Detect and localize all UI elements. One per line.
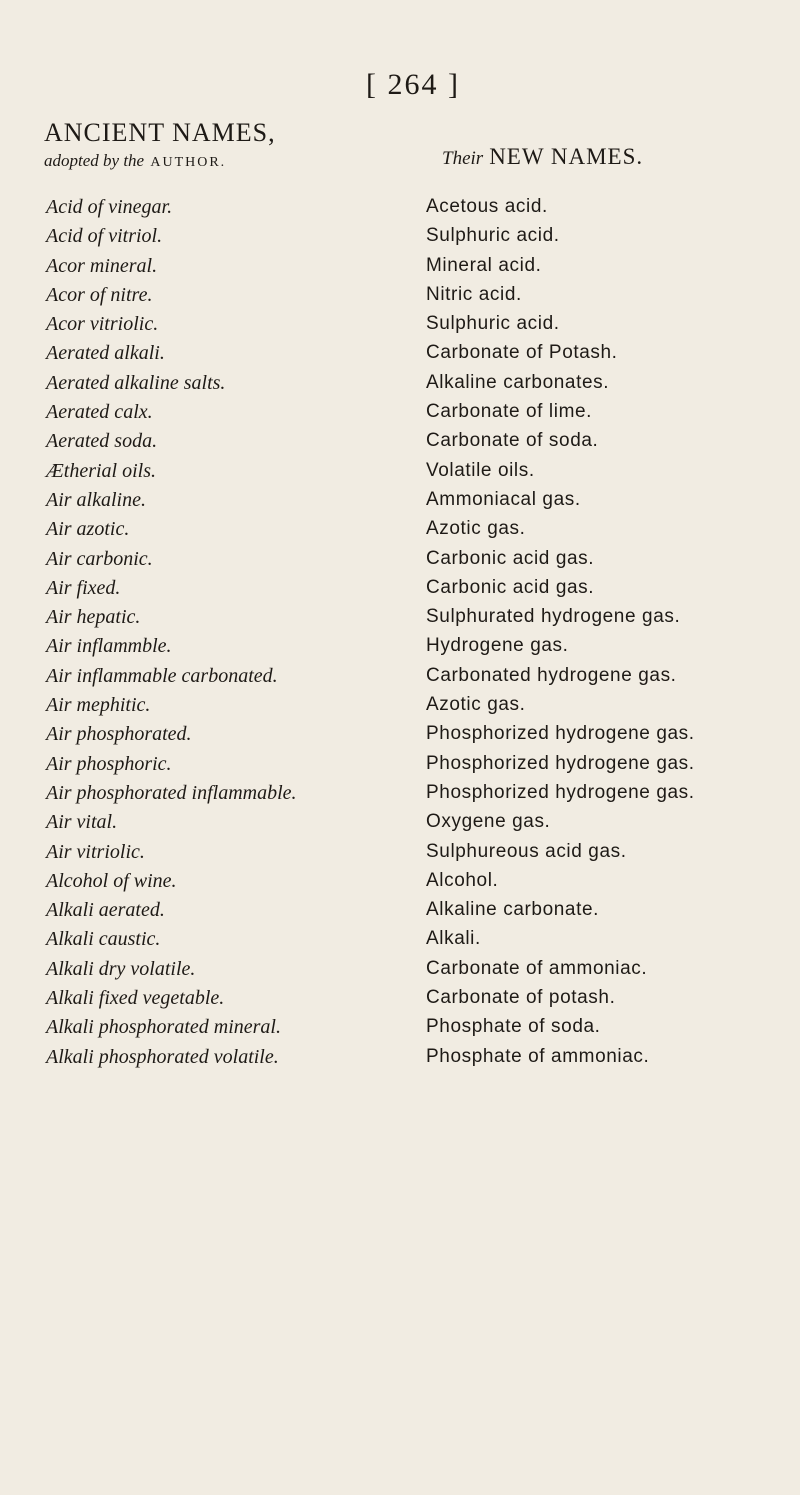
- ancient-name: Air vitriolic.: [46, 840, 145, 863]
- ancient-names-title: ANCIENT NAMES,: [44, 118, 276, 147]
- ancient-name: Alkali aerated.: [46, 899, 165, 922]
- new-name: Alkaline carbonate.: [426, 899, 600, 921]
- new-name: Alcohol.: [426, 869, 499, 891]
- new-name: Sulphuric acid.: [426, 225, 560, 247]
- ancient-name: Air alkaline.: [46, 488, 146, 511]
- ancient-name: Aerated alkali.: [46, 342, 165, 365]
- ancient-name: Aerated soda.: [46, 430, 158, 453]
- ancient-name: Alkali caustic.: [46, 928, 161, 951]
- table-row: [0, 1040, 800, 1069]
- new-name: Sulphurated hydrogene gas.: [426, 606, 681, 628]
- new-name: Carbonic acid gas.: [426, 547, 595, 569]
- ancient-name: Aerated alkaline salts.: [46, 371, 226, 394]
- table-row: [0, 629, 800, 658]
- ancient-name: Acid of vitriol.: [46, 225, 163, 248]
- table-row: [0, 747, 800, 776]
- ancient-name: Acor of nitre.: [46, 283, 153, 306]
- new-names-header: [442, 144, 643, 170]
- new-names-title: NEW NAMES.: [489, 144, 644, 169]
- new-name: Carbonate of soda.: [426, 430, 599, 452]
- table-row: [0, 981, 800, 1010]
- table-row: [0, 454, 800, 483]
- page-number: [ 264 ]: [366, 68, 460, 101]
- new-names-prefix: Their: [442, 148, 484, 169]
- ancient-name: Alkali fixed vegetable.: [46, 987, 225, 1010]
- table-row: [0, 600, 800, 629]
- ancient-names-header: [44, 118, 276, 171]
- ancient-name: Acid of vinegar.: [46, 196, 173, 218]
- table-row: [0, 512, 800, 541]
- ancient-name: Air hepatic.: [46, 606, 141, 629]
- new-name: Sulphureous acid gas.: [426, 840, 627, 862]
- ancient-names-subtitle: [44, 151, 276, 171]
- ancient-name: Air mephitic.: [46, 694, 151, 717]
- new-name: Hydrogene gas.: [426, 635, 569, 657]
- ancient-name: Air inflammable carbonated.: [46, 664, 278, 687]
- ancient-name: Air azotic.: [46, 518, 130, 541]
- ancient-name: Alkali phosphorated mineral.: [46, 1016, 281, 1039]
- new-name: Phosphate of ammoniac.: [426, 1045, 650, 1067]
- new-name: Acetous acid.: [426, 196, 548, 217]
- table-row: [0, 542, 800, 571]
- new-name: Sulphuric acid.: [426, 313, 560, 335]
- new-name: Nitric acid.: [426, 283, 522, 305]
- table-row: [0, 1010, 800, 1039]
- table-row: [0, 219, 800, 248]
- new-name: Ammoniacal gas.: [426, 488, 581, 510]
- table-row: [0, 483, 800, 512]
- new-name: Phosphorized hydrogene gas.: [426, 723, 695, 745]
- ancient-name: Alcohol of wine.: [46, 869, 177, 892]
- table-row: [0, 571, 800, 600]
- subtitle-author: AUTHOR.: [150, 155, 227, 170]
- names-table: [0, 190, 800, 1069]
- table-row: [0, 190, 800, 219]
- ancient-name: Ætherial oils.: [46, 459, 157, 482]
- ancient-name: Air inflammble.: [46, 635, 172, 658]
- table-row: [0, 395, 800, 424]
- ancient-name: Aerated calx.: [46, 401, 153, 424]
- new-name: Volatile oils.: [426, 459, 535, 481]
- new-name: Phosphorized hydrogene gas.: [426, 752, 695, 774]
- table-row: [0, 952, 800, 981]
- ancient-name: Air phosphorated inflammable.: [46, 781, 297, 804]
- new-name: Carbonated hydrogene gas.: [426, 664, 677, 686]
- table-row: [0, 424, 800, 453]
- ancient-name: Air phosphoric.: [46, 752, 172, 775]
- new-name: Phosphate of soda.: [426, 1016, 601, 1038]
- ancient-name: Alkali phosphorated volatile.: [46, 1045, 279, 1068]
- new-name: Mineral acid.: [426, 254, 542, 276]
- new-name: Carbonate of lime.: [426, 401, 593, 423]
- table-row: [0, 249, 800, 278]
- table-row: [0, 835, 800, 864]
- table-row: [0, 922, 800, 951]
- ancient-name: Air fixed.: [46, 576, 121, 599]
- table-row: [0, 717, 800, 746]
- table-row: [0, 278, 800, 307]
- table-row: [0, 864, 800, 893]
- table-row: [0, 659, 800, 688]
- ancient-name: Alkali dry volatile.: [46, 957, 196, 980]
- new-name: Oxygene gas.: [426, 811, 551, 833]
- table-row: [0, 776, 800, 805]
- ancient-name: Air carbonic.: [46, 547, 153, 570]
- new-name: Carbonic acid gas.: [426, 576, 595, 598]
- new-name: Carbonate of potash.: [426, 987, 616, 1009]
- ancient-name: Acor mineral.: [46, 254, 158, 277]
- new-name: Phosphorized hydrogene gas.: [426, 781, 695, 803]
- table-row: [0, 688, 800, 717]
- new-name: Carbonate of Potash.: [426, 342, 618, 364]
- table-row: [0, 336, 800, 365]
- new-name: Carbonate of ammoniac.: [426, 957, 648, 979]
- table-row: [0, 805, 800, 834]
- new-name: Azotic gas.: [426, 694, 526, 716]
- subtitle-text: adopted by the: [44, 151, 145, 170]
- new-name: Azotic gas.: [426, 518, 526, 540]
- new-name: Alkali.: [426, 928, 481, 950]
- ancient-name: Air phosphorated.: [46, 723, 192, 746]
- table-row: [0, 307, 800, 336]
- ancient-name: Air vital.: [46, 811, 118, 834]
- table-row: [0, 893, 800, 922]
- table-row: [0, 366, 800, 395]
- new-name: Alkaline carbonates.: [426, 371, 610, 393]
- ancient-name: Acor vitriolic.: [46, 313, 159, 336]
